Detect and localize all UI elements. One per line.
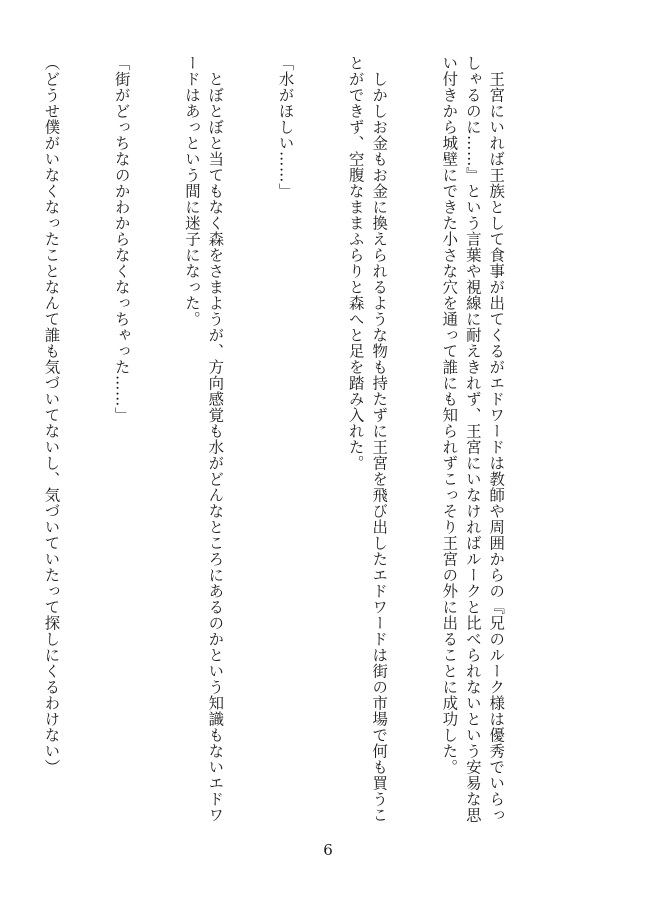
page-number: 6	[323, 841, 333, 859]
paragraph: 王宮にいれば王族として食事が出てくるがエドワードは教師や周囲からの『兄のルーク様は優秀でいらっしゃるのに……』という言葉や視線に耐えきれず、王宮にいなければルークと比べられないという安易な思い付きから城壁にできた小さな穴を通って誰にも知られずこっそり王宮の外に出ることに成功した。	[440, 55, 506, 823]
paragraph: とぼとぼと当てもなく森をさまようが、方向感覚も水がどんなところにあるのかという知識もないエドワードはあっという間に迷子になった。	[182, 55, 225, 823]
paragraph: しかしお金もお金に換えられるような物も持たずに王宮を飛び出したエドワードは街の市場で何も買うことができず、空腹なままふらりと森へと足を踏み入れた。	[346, 55, 389, 823]
vertical-text-body	[42, 55, 554, 833]
inner-thought-line: （どうせ僕がいなくなったことなんて誰も気づいてないし、気づいていたって探しにくるわけない）	[42, 55, 61, 775]
dialogue-line: 「水がほしい……」	[276, 55, 295, 199]
dialogue-line: 「街がどっちなのかわからなくなっちゃった……」	[112, 55, 131, 423]
